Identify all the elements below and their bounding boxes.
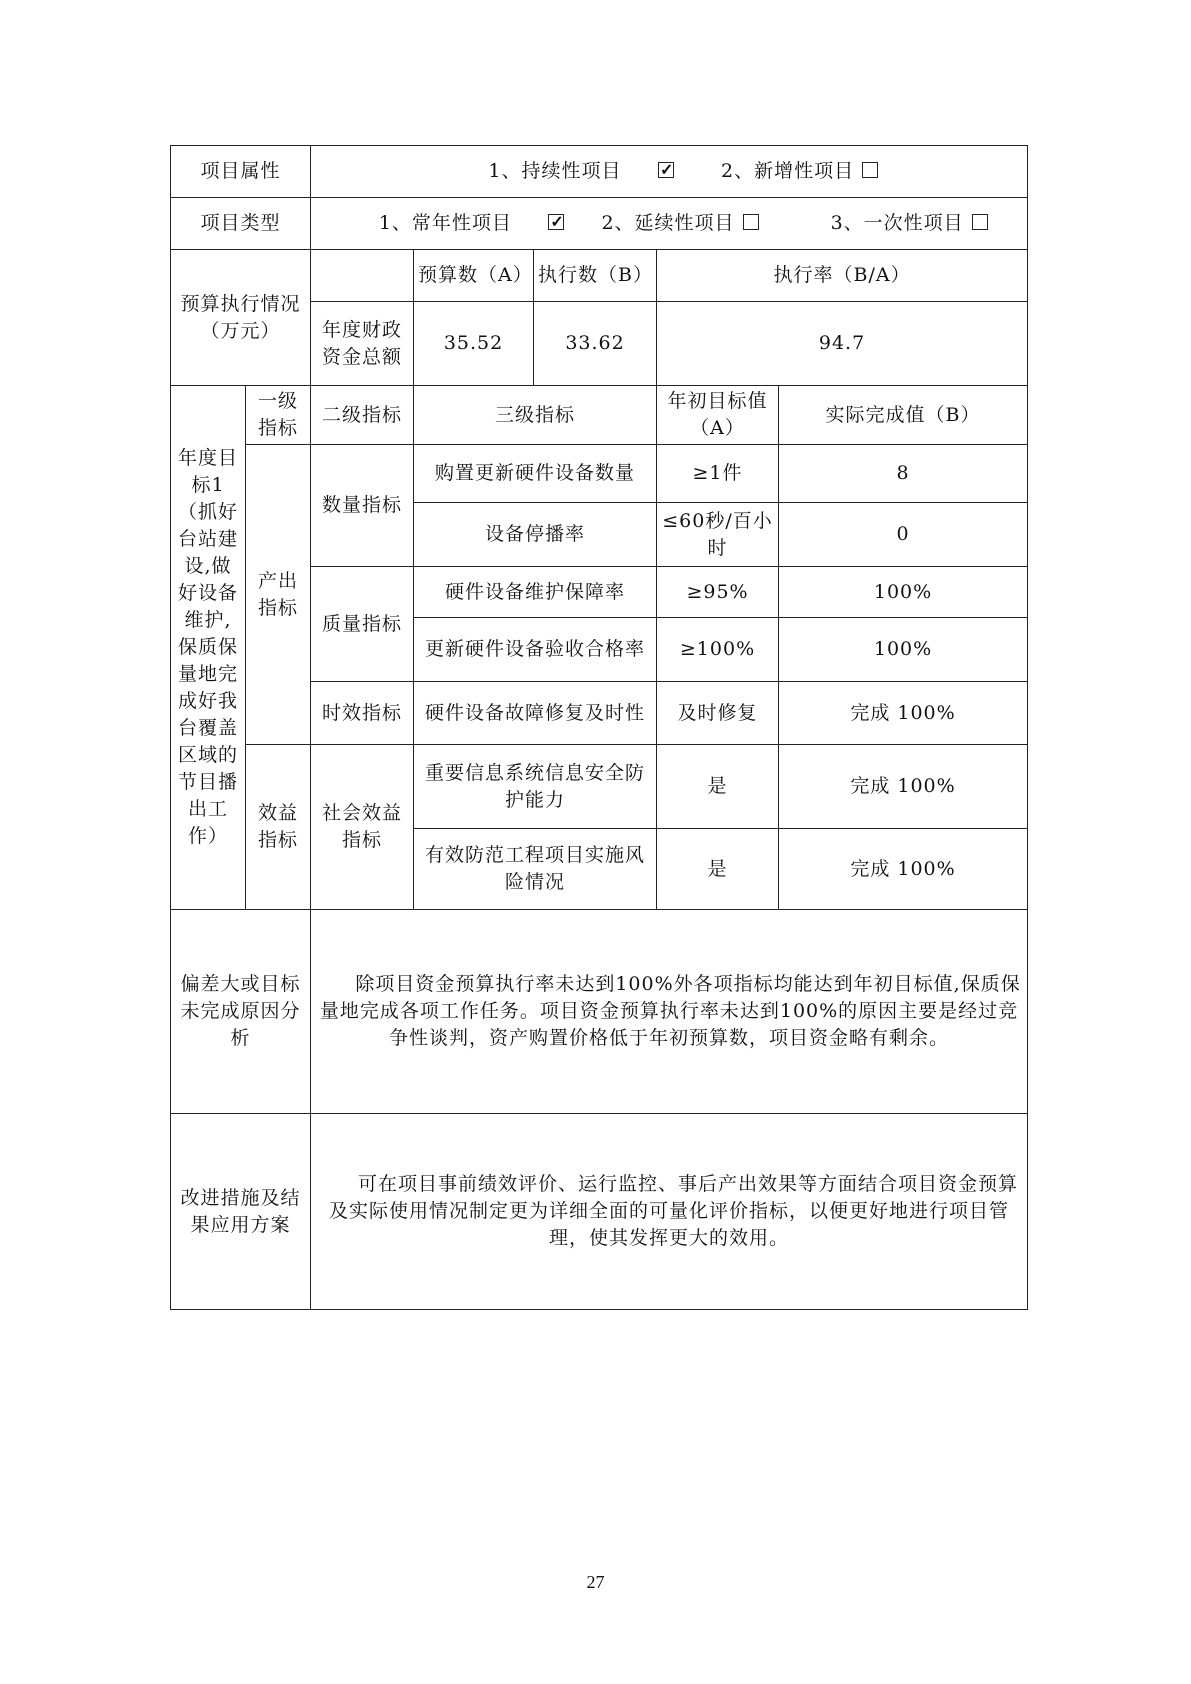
indicator-actual: 完成 100%	[779, 829, 1028, 910]
project-attribute-label: 项目属性	[171, 146, 311, 198]
checkbox-checked-icon	[658, 162, 674, 178]
type-option-3-label: 3、一次性项目	[830, 212, 964, 234]
budget-col-b: 执行数（B）	[534, 250, 657, 302]
annual-goal-label: 年度目标1（抓好台站建设,做好设备维护,保质保量地完成好我台覆盖区域的节目播出工作）	[171, 386, 246, 910]
project-attribute-row	[171, 146, 1028, 198]
checkbox-empty-icon	[972, 214, 988, 230]
checkbox-checked-icon	[548, 214, 564, 230]
checkbox-empty-icon	[743, 214, 759, 230]
type-option-1-label: 1、常年性项目	[378, 212, 512, 234]
timeliness-indicator-label: 时效指标	[311, 682, 414, 745]
performance-table	[170, 145, 1028, 1310]
budget-col-a: 预算数（A）	[414, 250, 534, 302]
budget-empty-cell	[311, 250, 414, 302]
budget-label: 预算执行情况（万元）	[171, 250, 311, 386]
indicator-actual: 100%	[779, 567, 1028, 618]
improvement-row	[171, 1114, 1028, 1310]
attr-option-2-label: 2、新增性项目	[721, 160, 855, 182]
budget-header-row	[171, 250, 1028, 302]
type-option-1	[350, 210, 540, 237]
indicator-name: 硬件设备故障修复及时性	[414, 682, 657, 745]
indicator-target: 是	[657, 745, 779, 829]
quantity-indicator-label: 数量指标	[311, 445, 414, 567]
type-option-3	[831, 210, 964, 237]
indicator-name: 设备停播率	[414, 503, 657, 567]
indicator-actual: 完成 100%	[779, 682, 1028, 745]
checkbox-empty-icon	[862, 162, 878, 178]
indicator-target: ≥95%	[657, 567, 779, 618]
indicator-actual: 100%	[779, 618, 1028, 682]
project-type-options	[311, 198, 1028, 250]
indicator-target: ≤60秒/百小时	[657, 503, 779, 567]
indicator-target: ≥100%	[657, 618, 779, 682]
output-indicator-label: 产出指标	[246, 445, 311, 745]
indicator-name: 硬件设备维护保障率	[414, 567, 657, 618]
social-indicator-label: 社会效益指标	[311, 745, 414, 910]
header-level1: 一级指标	[246, 386, 311, 445]
header-level2: 二级指标	[311, 386, 414, 445]
deviation-row	[171, 910, 1028, 1114]
header-target: 年初目标值（A）	[657, 386, 779, 445]
type-option-2	[601, 210, 734, 237]
indicator-header-row	[171, 386, 1028, 445]
header-actual: 实际完成值（B）	[779, 386, 1028, 445]
attr-option-2	[721, 158, 854, 185]
indicator-target: 是	[657, 829, 779, 910]
budget-rate-value: 94.7	[657, 302, 1028, 386]
attr-option-1	[460, 158, 650, 185]
indicator-actual: 8	[779, 445, 1028, 503]
deviation-text: 除项目资金预算执行率未达到100%外各项指标均能达到年初目标值,保质保量地完成各项工作任务。项目资金预算执行率未达到100%的原因主要是经过竞争性谈判，资产购置价格低于年初预算数，项目资金略有剩余。	[311, 910, 1028, 1114]
benefit-indicator-label: 效益指标	[246, 745, 311, 910]
indicator-target: ≥1件	[657, 445, 779, 503]
budget-a-value: 35.52	[414, 302, 534, 386]
type-option-2-label: 2、延续性项目	[601, 212, 735, 234]
page-number: 27	[586, 1572, 605, 1592]
header-level3: 三级指标	[414, 386, 657, 445]
indicator-name: 有效防范工程项目实施风险情况	[414, 829, 657, 910]
indicator-target: 及时修复	[657, 682, 779, 745]
table-row	[171, 445, 1028, 503]
budget-col-rate: 执行率（B/A）	[657, 250, 1028, 302]
project-attribute-options	[311, 146, 1028, 198]
indicator-name: 购置更新硬件设备数量	[414, 445, 657, 503]
quality-indicator-label: 质量指标	[311, 567, 414, 682]
improvement-text: 可在项目事前绩效评价、运行监控、事后产出效果等方面结合项目资金预算及实际使用情况制定更为详细全面的可量化评价指标，以便更好地进行项目管理，使其发挥更大的效用。	[311, 1114, 1028, 1310]
project-type-label: 项目类型	[171, 198, 311, 250]
indicator-actual: 0	[779, 503, 1028, 567]
indicator-name: 重要信息系统信息安全防护能力	[414, 745, 657, 829]
table-row	[171, 745, 1028, 829]
attr-option-1-label: 1、持续性项目	[488, 160, 622, 182]
improvement-label: 改进措施及结果应用方案	[171, 1114, 311, 1310]
project-type-row	[171, 198, 1028, 250]
deviation-label: 偏差大或目标未完成原因分析	[171, 910, 311, 1114]
budget-row-label: 年度财政资金总额	[311, 302, 414, 386]
budget-b-value: 33.62	[534, 302, 657, 386]
indicator-actual: 完成 100%	[779, 745, 1028, 829]
indicator-name: 更新硬件设备验收合格率	[414, 618, 657, 682]
